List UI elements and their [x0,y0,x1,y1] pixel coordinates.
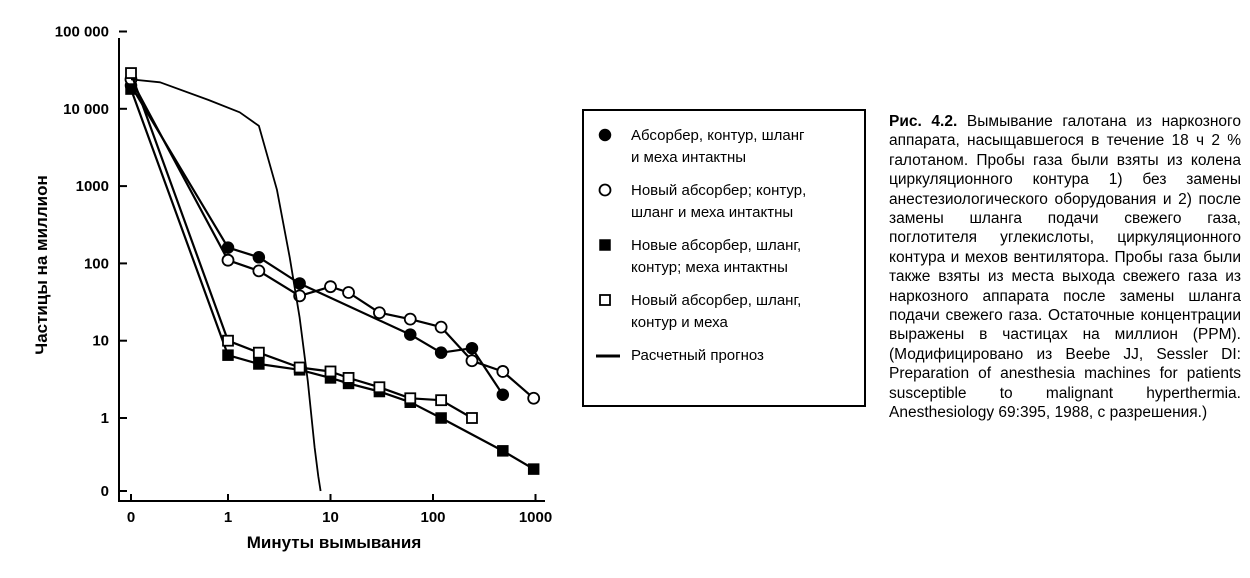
data-point [254,348,264,358]
data-point [223,350,233,360]
caption-text: Вымывание галотана из наркозного аппарата, насыщавшегося в течение 18 ч 2 % галотаном. Пробы газа были взяты из колена циркуляционного контура 1) без замены анестезиологического оборудования и 2) после замены шланга подачи свежего газа, поглотителя углекислоты, циркуляционного контура и мехов вентилятора. Пробы газа были также взяты из места выхода свежего газа из наркозного аппарата после замены шланга подачи свежего газа. Остаточные концентрации выражены в частицах на миллион (PPM). (Модифицировано из Beebe JJ, Sessler DI: Preparation of anesthesia machines for patients susceptible to malignant hyperthermia. Anesthesiology 69:395, 1988, с разрешения.) [889,113,1241,422]
data-point [405,393,415,403]
legend-marker [600,185,611,196]
x-tick-label: 100 [420,509,446,526]
legend-label: контур; меха интактны [631,259,788,276]
data-point [325,281,336,292]
x-tick-label: 10 [322,509,339,526]
data-point [223,336,233,346]
y-tick-label: 100 [83,255,109,273]
y-tick-label: 10 000 [63,100,109,118]
data-point [126,68,136,78]
legend-label: Новый абсорбер; контур, [631,182,807,199]
legend [583,110,865,406]
x-tick-label: 1000 [518,509,553,526]
data-point [295,363,305,373]
data-point [326,366,336,376]
data-point [436,347,447,358]
series-line [131,79,321,491]
data-point [374,382,384,392]
legend-marker [600,240,610,250]
series-1 [126,80,509,400]
data-point [436,395,446,405]
y-tick-label: 1000 [75,178,109,196]
data-point [374,307,385,318]
x-axis-title: Минуты вымывания [246,533,422,552]
data-point [294,278,305,289]
legend-label: Новые абсорбер, шланг, [631,237,802,254]
data-point [253,252,264,263]
y-tick-label: 0 [100,483,109,500]
data-point [466,355,477,366]
series-5 [131,79,321,491]
axes [55,24,552,527]
legend-label: Новый абсорбер, шланг, [631,292,802,309]
data-point [405,314,416,325]
data-point [405,329,416,340]
data-point [436,413,446,423]
y-tick-label: 1 [100,410,109,427]
axis-lines [119,38,545,501]
data-point [528,393,539,404]
caption-lead: Рис. 4.2. [889,113,958,130]
legend-label: шланг и меха интактны [631,204,794,221]
legend-label: контур и меха [631,314,728,331]
series-layer [126,68,540,491]
y-tick-label: 10 [92,332,109,350]
y-axis-title: Частицы на миллион [32,175,51,355]
legend-label: и меха интактны [631,149,747,166]
x-tick-label: 0 [126,509,136,526]
x-tick-label: 1 [223,509,233,526]
legend-marker [600,130,611,141]
data-point [253,265,264,276]
y-tick-label: 100 000 [54,23,109,41]
legend-marker [600,295,610,305]
data-point [529,464,539,474]
data-point [498,446,508,456]
data-point [497,366,508,377]
data-point [254,359,264,369]
legend-label: Расчетный прогноз [631,347,764,364]
data-point [466,343,477,354]
data-point [467,413,477,423]
data-point [344,373,354,383]
legend-label: Абсорбер, контур, шланг [631,127,805,144]
series-4 [126,68,477,423]
data-point [497,389,508,400]
data-point [343,287,354,298]
data-point [223,255,234,266]
figure-caption [889,112,1241,423]
data-point [436,322,447,333]
